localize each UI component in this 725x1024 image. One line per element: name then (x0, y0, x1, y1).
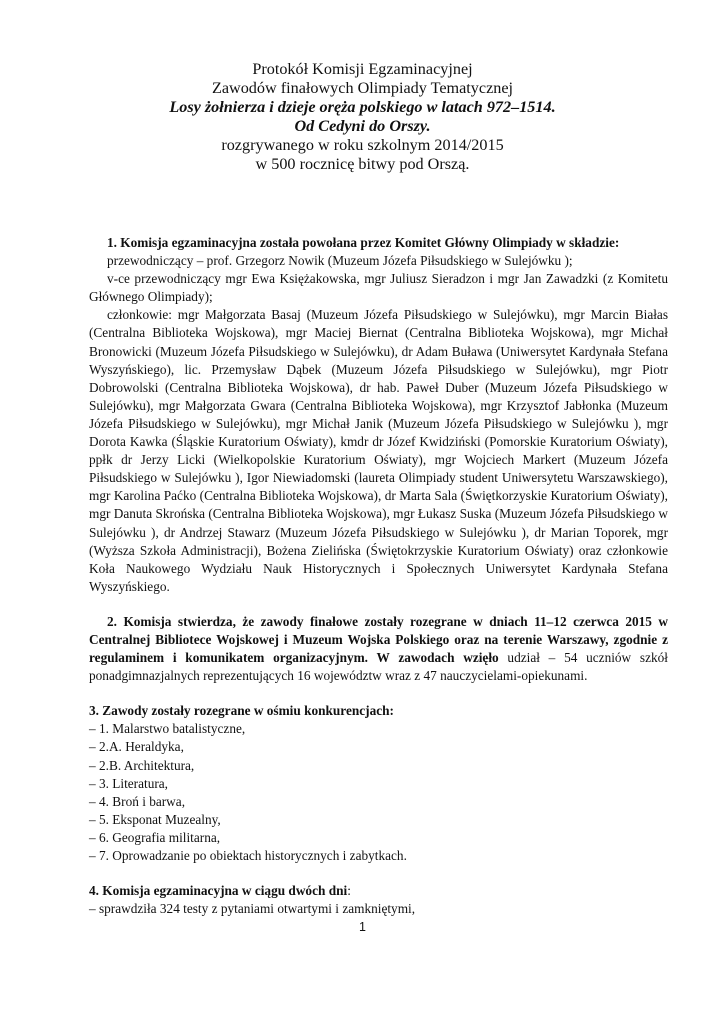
section-spacer (89, 685, 668, 702)
page-number: 1 (359, 920, 366, 934)
list-item: – 1. Malarstwo batalistyczne, (89, 721, 246, 737)
list-item: – 3. Literatura, (89, 775, 169, 791)
list-item: – 2.B. Architektura, (89, 757, 195, 773)
list-item: – 6. Geografia militarna, (89, 829, 221, 845)
list-item: – 4. Broń i barwa, (89, 793, 186, 809)
list-item: – 2.A. Heraldyka, (89, 739, 184, 755)
list-item: – 5. Eksponat Muzealny, (89, 811, 221, 827)
section-1-heading: 1. Komisja egzaminacyjna została powołana przez Komitet Główny Olimpiady w składzie: (107, 235, 620, 250)
section-3-heading: 3. Zawody zostały rozegrane w ośmiu konkurencjach: (89, 703, 394, 719)
section-spacer (89, 596, 668, 613)
title-line-4: Od Cedyni do Orszy. (294, 117, 431, 135)
list-item: – 7. Oprowadzanie po obiektach historycznych i zabytkach. (89, 848, 407, 863)
section-4-heading-suffix: : (347, 883, 351, 899)
title-line-5: rozgrywanego w roku szkolnym 2014/2015 (221, 136, 504, 154)
section-spacer (89, 865, 668, 882)
title-line-3: Losy żołnierza i dzieje oręża polskiego w latach 972–1514. (169, 98, 556, 116)
title-line-2: Zawodów finałowych Olimpiady Tematycznej (211, 79, 514, 97)
section-4-heading: 4. Komisja egzaminacyjna w ciągu dwóch dni (89, 883, 348, 899)
title-line-1: Protokół Komisji Egzaminacyjnej (252, 60, 473, 78)
document-body (89, 234, 668, 918)
section-1-chair: przewodniczący – prof. Grzegorz Nowik (Muzeum Józefa Piłsudskiego w Sulejówku ); (107, 253, 573, 269)
section-2-normal-text: udział – 54 uczniów szkół ponadgimnazjalnych reprezentujących 16 województw wraz z 47 nauczycielami-opiekunami. (89, 650, 668, 684)
list-item: – sprawdziła 324 testy z pytaniami otwartymi i zamkniętymi, (89, 901, 416, 917)
section-4-heading-line (89, 882, 668, 900)
section-1-members: członkowie: mgr Małgorzata Basaj (Muzeum Józefa Piłsudskiego w Sulejówku), mgr Marcin Białas (Centralna Biblioteka Wojskowa), mgr Maciej Biernat (Centralna Biblioteka Wojskowa), mgr Michał Bronowicki (Muzeum Józefa Piłsudskiego w Sulejówku), dr Adam Buława (Uniwersytet Kardynała Stefana Wyszyńskiego), lic. Przemysław Dąbek (Muzeum Józefa Piłsudskiego w Sulejówku), mgr Piotr Dobrowolski (Centralna Biblioteka Wojskowa), dr hab. Paweł Duber (Muzeum Józefa Piłsudskiego w Sulejówku), mgr Małgorzata Gwara (Centralna Biblioteka Wojskowa), mgr Krzysztof Jabłonka (Muzeum Józefa Piłsudskiego w Sulejówku), mgr Michał Janik (Muzeum Józefa Piłsudskiego w Sulejówku ), mgr Dorota Kawka (Śląskie Kuratorium Oświaty), kmdr dr Józef Kwidziński (Pomorskie Kuratorium Oświaty), ppłk dr Jerzy Licki (Wielkopolskie Kuratorium Oświaty), mgr Wojciech Markert (Muzeum Józefa Piłsudskiego w Sulejówku ), Igor Niewiadomski (laureta Olimpiady student Uniwersytetu Warszawskiego), mgr Karolina Paćko (Centralna Biblioteka Wojskowa), dr Marta Sala (Świętkorzyskie Kuratorium Oświaty), mgr Danuta Skrońska (Centralna Biblioteka Wojskowa), mgr Łukasz Suska (Muzeum Józefa Piłsudskiego w Sulejówku ), dr Andrzej Stawarz (Muzeum Józefa Piłsudskiego w Sulejówku ), dr Marian Toporek, mgr (Wyższa Szkoła Administracji), Bożena Zielińska (Świętokrzyskie Kuratorium Oświaty) oraz członkowie Koła Naukowego Wydziału Nauk Historycznych i Społecznych Uniwersytet Kardynała Stefana Wyszyńskiego. (89, 307, 668, 594)
section-2-bold-text: 2. Komisja stwierdza, że zawody finałowe zostały rozegrane w dniach 11–12 czerwca 2015 w Centralnej Bibliotece Wojskowej i Muzeum Wojska Polskiego oraz na terenie Warszawy, zgodnie z regulaminem i komunikatem organizacyjnym. W zawodach wzięło (89, 613, 668, 666)
title-line-6: w 500 rocznicę bitwy pod Orszą. (255, 155, 470, 173)
document-title (0, 60, 725, 174)
section-2-paragraph (89, 613, 668, 685)
section-1-vice-chair: v-ce przewodniczący mgr Ewa Księżakowska, mgr Juliusz Sieradzon i mgr Jan Zawadzki (z Komitetu Głównego Olimpiady); (89, 271, 668, 305)
